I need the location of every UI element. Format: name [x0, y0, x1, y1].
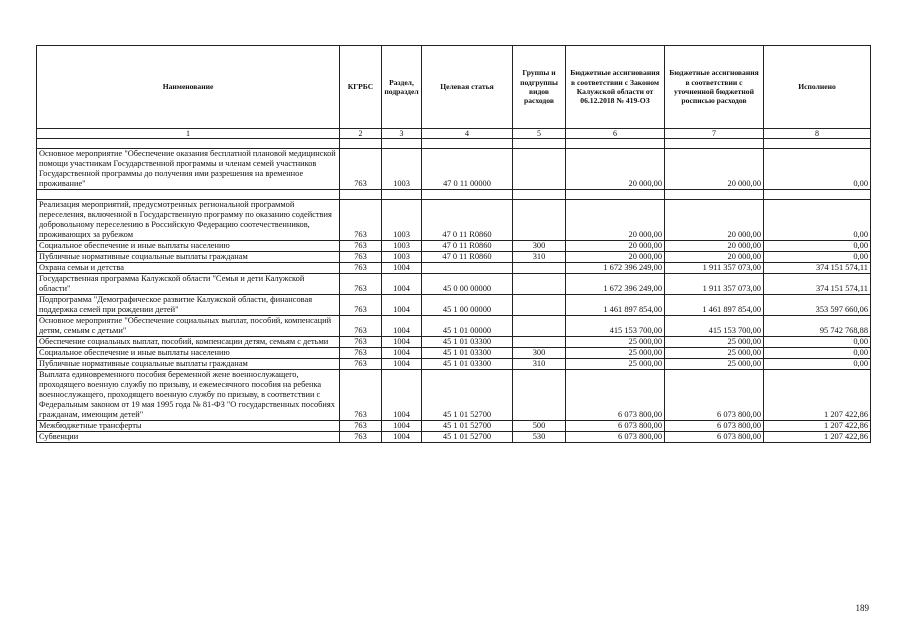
page-number: 189 [855, 603, 869, 613]
row-name: Публичные нормативные социальные выплаты гражданам [37, 252, 340, 263]
row-target: 45 1 01 52700 [422, 370, 513, 421]
row-group [513, 316, 566, 337]
row-law: 6 073 800,00 [566, 370, 665, 421]
row-target: 45 0 00 00000 [422, 274, 513, 295]
row-name: Основное мероприятие "Обеспечение социальных выплат, пособий, компенсаций детям, семьям с детьми" [37, 316, 340, 337]
row-group: 530 [513, 432, 566, 443]
table-row [37, 200, 871, 241]
row-executed: 1 207 422,86 [764, 432, 871, 443]
table-row [37, 359, 871, 370]
row-kgrbs: 763 [340, 337, 382, 348]
row-section: 1004 [382, 359, 422, 370]
row-name: Реализация мероприятий, предусмотренных региональной программой переселения, включенной в Государственную программу по оказанию содействия добровольному переселению в Российскую Федерацию соотечественников, проживающих за рубежом [37, 200, 340, 241]
row-law: 25 000,00 [566, 348, 665, 359]
spacer-row [37, 190, 871, 200]
row-revised: 6 073 800,00 [665, 432, 764, 443]
row-group [513, 295, 566, 316]
col-number: 8 [764, 129, 871, 139]
row-revised: 6 073 800,00 [665, 370, 764, 421]
row-section: 1003 [382, 200, 422, 241]
table-row [37, 370, 871, 421]
header-target: Целевая статья [422, 46, 513, 129]
row-name: Социальное обеспечение и иные выплаты населению [37, 241, 340, 252]
row-executed: 1 207 422,86 [764, 370, 871, 421]
row-kgrbs: 763 [340, 370, 382, 421]
row-executed: 374 151 574,11 [764, 263, 871, 274]
row-revised: 20 000,00 [665, 252, 764, 263]
row-law: 20 000,00 [566, 241, 665, 252]
table-row [37, 252, 871, 263]
row-revised: 25 000,00 [665, 337, 764, 348]
row-group [513, 200, 566, 241]
row-kgrbs: 763 [340, 432, 382, 443]
row-name: Субвенции [37, 432, 340, 443]
row-target: 45 1 00 00000 [422, 295, 513, 316]
row-executed: 0,00 [764, 252, 871, 263]
row-kgrbs: 763 [340, 241, 382, 252]
row-group [513, 337, 566, 348]
column-number-row [37, 129, 871, 139]
row-executed: 0,00 [764, 359, 871, 370]
row-law: 1 461 897 854,00 [566, 295, 665, 316]
row-name: Подпрограмма "Демографическое развитие Калужской области, финансовая поддержка семей при рождении детей" [37, 295, 340, 316]
row-executed: 0,00 [764, 241, 871, 252]
row-executed: 0,00 [764, 337, 871, 348]
row-law: 1 672 396 249,00 [566, 274, 665, 295]
row-section: 1004 [382, 274, 422, 295]
row-group [513, 370, 566, 421]
row-revised: 1 461 897 854,00 [665, 295, 764, 316]
row-target: 45 1 01 00000 [422, 316, 513, 337]
row-target: 47 0 11 R0860 [422, 200, 513, 241]
row-law: 20 000,00 [566, 252, 665, 263]
row-kgrbs: 763 [340, 200, 382, 241]
table-row [37, 241, 871, 252]
row-group: 300 [513, 348, 566, 359]
row-group: 500 [513, 421, 566, 432]
table-row [37, 337, 871, 348]
row-target: 45 1 01 52700 [422, 432, 513, 443]
row-name: Социальное обеспечение и иные выплаты населению [37, 348, 340, 359]
row-section: 1003 [382, 252, 422, 263]
row-law: 1 672 396 249,00 [566, 263, 665, 274]
row-revised: 6 073 800,00 [665, 421, 764, 432]
col-number: 2 [340, 129, 382, 139]
header-executed: Исполнено [764, 46, 871, 129]
row-kgrbs: 763 [340, 295, 382, 316]
row-section: 1004 [382, 370, 422, 421]
row-section: 1004 [382, 316, 422, 337]
row-revised: 1 911 357 073,00 [665, 274, 764, 295]
table-row [37, 149, 871, 190]
col-number: 4 [422, 129, 513, 139]
row-revised: 20 000,00 [665, 241, 764, 252]
header-assign-law: Бюджетные ассигнования в соответствии с Законом Калужской области от 06.12.2018 № 419-ОЗ [566, 46, 665, 129]
row-group [513, 149, 566, 190]
row-revised: 25 000,00 [665, 348, 764, 359]
row-name: Публичные нормативные социальные выплаты гражданам [37, 359, 340, 370]
row-revised: 20 000,00 [665, 149, 764, 190]
col-number: 1 [37, 129, 340, 139]
row-target: 45 1 01 52700 [422, 421, 513, 432]
header-groups: Группы и подгруппы видов расходов [513, 46, 566, 129]
row-law: 25 000,00 [566, 359, 665, 370]
row-kgrbs: 763 [340, 421, 382, 432]
row-executed: 0,00 [764, 149, 871, 190]
row-kgrbs: 763 [340, 359, 382, 370]
row-name: Выплата единовременного пособия беременной жене военнослужащего, проходящего военную службу по призыву, и ежемесячного пособия на ребенка военнослужащего, проходящего военную службу по призыву, в соответствии с Федеральным законом от 19 мая 1995 года № 81-ФЗ "О государственных пособиях гражданам, имеющим детей" [37, 370, 340, 421]
row-name: Обеспечение социальных выплат, пособий, компенсации детям, семьям с детьми [37, 337, 340, 348]
row-section: 1004 [382, 432, 422, 443]
col-number: 6 [566, 129, 665, 139]
row-executed: 1 207 422,86 [764, 421, 871, 432]
row-name: Основное мероприятие "Обеспечение оказания бесплатной плановой медицинской помощи участникам Государственной программы и членам семей участников Государственной программы до получения ими разрешения на временное проживание" [37, 149, 340, 190]
budget-table [36, 45, 871, 443]
col-number: 3 [382, 129, 422, 139]
row-revised: 25 000,00 [665, 359, 764, 370]
row-target: 45 1 01 03300 [422, 359, 513, 370]
col-number: 5 [513, 129, 566, 139]
row-kgrbs: 763 [340, 316, 382, 337]
row-executed: 95 742 768,88 [764, 316, 871, 337]
row-section: 1004 [382, 421, 422, 432]
row-law: 20 000,00 [566, 200, 665, 241]
row-name: Охрана семьи и детства [37, 263, 340, 274]
row-section: 1003 [382, 149, 422, 190]
row-target: 47 0 11 R0860 [422, 252, 513, 263]
row-kgrbs: 763 [340, 274, 382, 295]
row-section: 1003 [382, 241, 422, 252]
row-name: Межбюджетные трансферты [37, 421, 340, 432]
table-row [37, 348, 871, 359]
header-assign-revised: Бюджетные ассигнования в соответствии с уточненной бюджетной росписью расходов [665, 46, 764, 129]
row-group: 300 [513, 241, 566, 252]
row-group: 310 [513, 252, 566, 263]
header-section: Раздел, подраздел [382, 46, 422, 129]
table-row [37, 316, 871, 337]
row-target: 45 1 01 03300 [422, 337, 513, 348]
table-header-row [37, 46, 871, 129]
row-section: 1004 [382, 263, 422, 274]
row-executed: 353 597 660,06 [764, 295, 871, 316]
row-name: Государственная программа Калужской области "Семья и дети Калужской области" [37, 274, 340, 295]
row-revised: 20 000,00 [665, 200, 764, 241]
row-group [513, 274, 566, 295]
row-law: 6 073 800,00 [566, 432, 665, 443]
spacer-row [37, 139, 871, 149]
row-kgrbs: 763 [340, 149, 382, 190]
row-law: 415 153 700,00 [566, 316, 665, 337]
row-law: 20 000,00 [566, 149, 665, 190]
row-target [422, 263, 513, 274]
row-kgrbs: 763 [340, 263, 382, 274]
row-kgrbs: 763 [340, 252, 382, 263]
table-row [37, 432, 871, 443]
row-section: 1004 [382, 295, 422, 316]
col-number: 7 [665, 129, 764, 139]
header-name: Наименование [37, 46, 340, 129]
row-law: 6 073 800,00 [566, 421, 665, 432]
row-group [513, 263, 566, 274]
row-revised: 1 911 357 073,00 [665, 263, 764, 274]
row-law: 25 000,00 [566, 337, 665, 348]
row-target: 45 1 01 03300 [422, 348, 513, 359]
row-executed: 0,00 [764, 348, 871, 359]
row-group: 310 [513, 359, 566, 370]
table-row [37, 295, 871, 316]
row-executed: 0,00 [764, 200, 871, 241]
row-section: 1004 [382, 337, 422, 348]
row-section: 1004 [382, 348, 422, 359]
row-target: 47 0 11 00000 [422, 149, 513, 190]
table-row [37, 421, 871, 432]
row-revised: 415 153 700,00 [665, 316, 764, 337]
table-row [37, 263, 871, 274]
row-executed: 374 151 574,11 [764, 274, 871, 295]
row-target: 47 0 11 R0860 [422, 241, 513, 252]
header-kgrbs: КГРБС [340, 46, 382, 129]
table-row [37, 274, 871, 295]
row-kgrbs: 763 [340, 348, 382, 359]
